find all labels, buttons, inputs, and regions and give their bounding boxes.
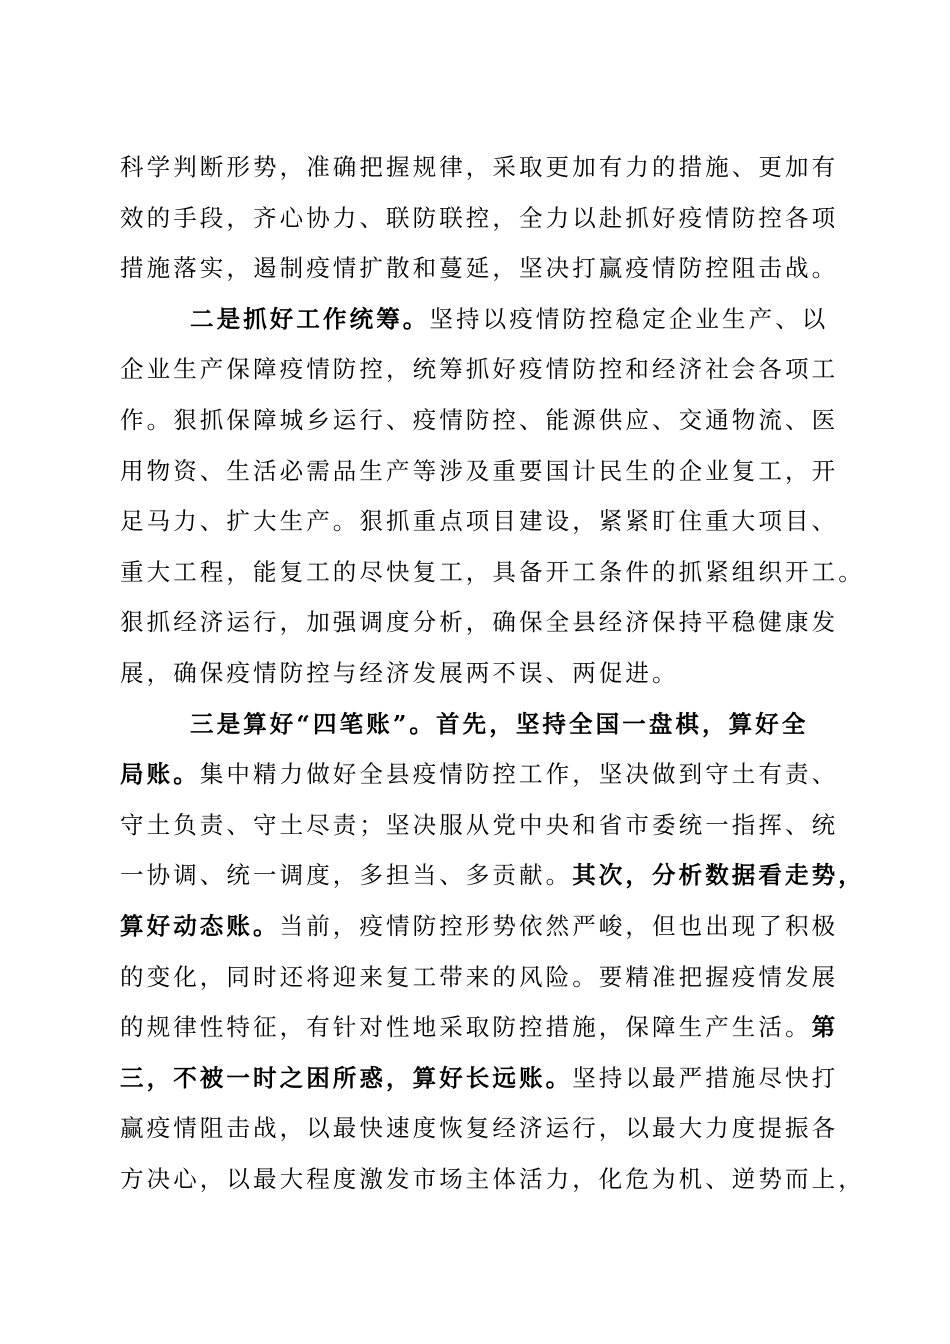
text-run: 方决心，以最大程度激发市场主体活力，化危为机、逆势而上， xyxy=(120,1164,865,1193)
text-line xyxy=(120,547,865,598)
text-run: 展，确保疫情防控与经济发展两不误、两促进。 xyxy=(120,658,679,687)
paragraph-2 xyxy=(120,294,865,699)
bold-heading-run: 第 xyxy=(811,1013,839,1042)
bold-heading-run: 三是算好“四笔账”。首先，坚持全国一盘棋，算好全 xyxy=(190,709,809,738)
text-line xyxy=(120,648,832,699)
bold-heading-run: 三，不被一时之困所惑，算好长远账。 xyxy=(120,1063,573,1092)
text-line xyxy=(120,901,839,952)
text-run: 的规律性特征，有针对性地采取防控措施，保障生产生活。 xyxy=(120,1013,812,1042)
text-line xyxy=(120,800,839,851)
text-run: 措施落实，遏制疫情扩散和蔓延，坚决打赢疫情防控阻击战。 xyxy=(120,254,839,283)
text-line xyxy=(120,1154,865,1205)
text-line xyxy=(120,952,839,1003)
text-run: 用物资、生活必需品生产等涉及重要国计民生的企业复工，开 xyxy=(120,456,839,485)
text-line xyxy=(120,749,839,800)
text-line xyxy=(120,1053,839,1104)
text-line xyxy=(120,496,839,547)
text-line xyxy=(120,699,832,750)
text-line xyxy=(120,193,839,244)
paragraph-3 xyxy=(120,699,865,1205)
text-line xyxy=(120,294,832,345)
bold-heading-run: 二是抓好工作统筹。 xyxy=(190,304,430,333)
text-run: 足马力、扩大生产。狠抓重点项目建设，紧紧盯住重大项目、 xyxy=(120,507,839,536)
text-run: 坚持以疫情防控稳定企业生产、以 xyxy=(429,304,829,333)
text-run: 坚持以最严措施尽快打 xyxy=(572,1063,839,1092)
text-line xyxy=(120,395,839,446)
paragraph-1 xyxy=(120,142,839,294)
bold-heading-run: 其次，分析数据看走势， xyxy=(572,861,865,890)
bold-heading-run: 算好动态账。 xyxy=(120,911,280,940)
text-run: 一协调、统一调度，多担当、多贡献。 xyxy=(120,861,573,890)
text-run: 作。狠抓保障城乡运行、疫情防控、能源供应、交通物流、医 xyxy=(120,405,839,434)
text-run: 效的手段，齐心协力、联防联控，全力以赴抓好疫情防控各项 xyxy=(120,203,839,232)
text-run: 集中精力做好全县疫情防控工作，坚决做到守土有责、 xyxy=(199,760,839,789)
text-line xyxy=(120,344,839,395)
text-run: 赢疫情阻击战，以最快速度恢复经济运行，以最大力度提振各 xyxy=(120,1114,839,1143)
text-run: 重大工程，能复工的尽快复工，具备开工条件的抓紧组织开工。 xyxy=(120,557,865,586)
text-run: 当前，疫情防控形势依然严峻，但也出现了积极 xyxy=(279,911,839,940)
text-line xyxy=(120,142,839,193)
text-line xyxy=(120,446,839,497)
text-line xyxy=(120,243,839,294)
text-line xyxy=(120,597,839,648)
text-run: 的变化，同时还将迎来复工带来的风险。要精准把握疫情发展 xyxy=(120,962,839,991)
text-line xyxy=(120,1002,839,1053)
text-line xyxy=(120,1103,839,1154)
text-run: 企业生产保障疫情防控，统筹抓好疫情防控和经济社会各项工 xyxy=(120,355,839,384)
text-line xyxy=(120,850,865,901)
bold-heading-run: 局账。 xyxy=(120,760,200,789)
text-run: 科学判断形势，准确把握规律，采取更加有力的措施、更加有 xyxy=(120,153,839,181)
text-run: 狠抓经济运行，加强调度分析，确保全县经济保持平稳健康发 xyxy=(120,608,839,637)
document-page xyxy=(120,142,865,1204)
text-run: 守土负责、守土尽责；坚决服从党中央和省市委统一指挥、统 xyxy=(120,810,839,839)
